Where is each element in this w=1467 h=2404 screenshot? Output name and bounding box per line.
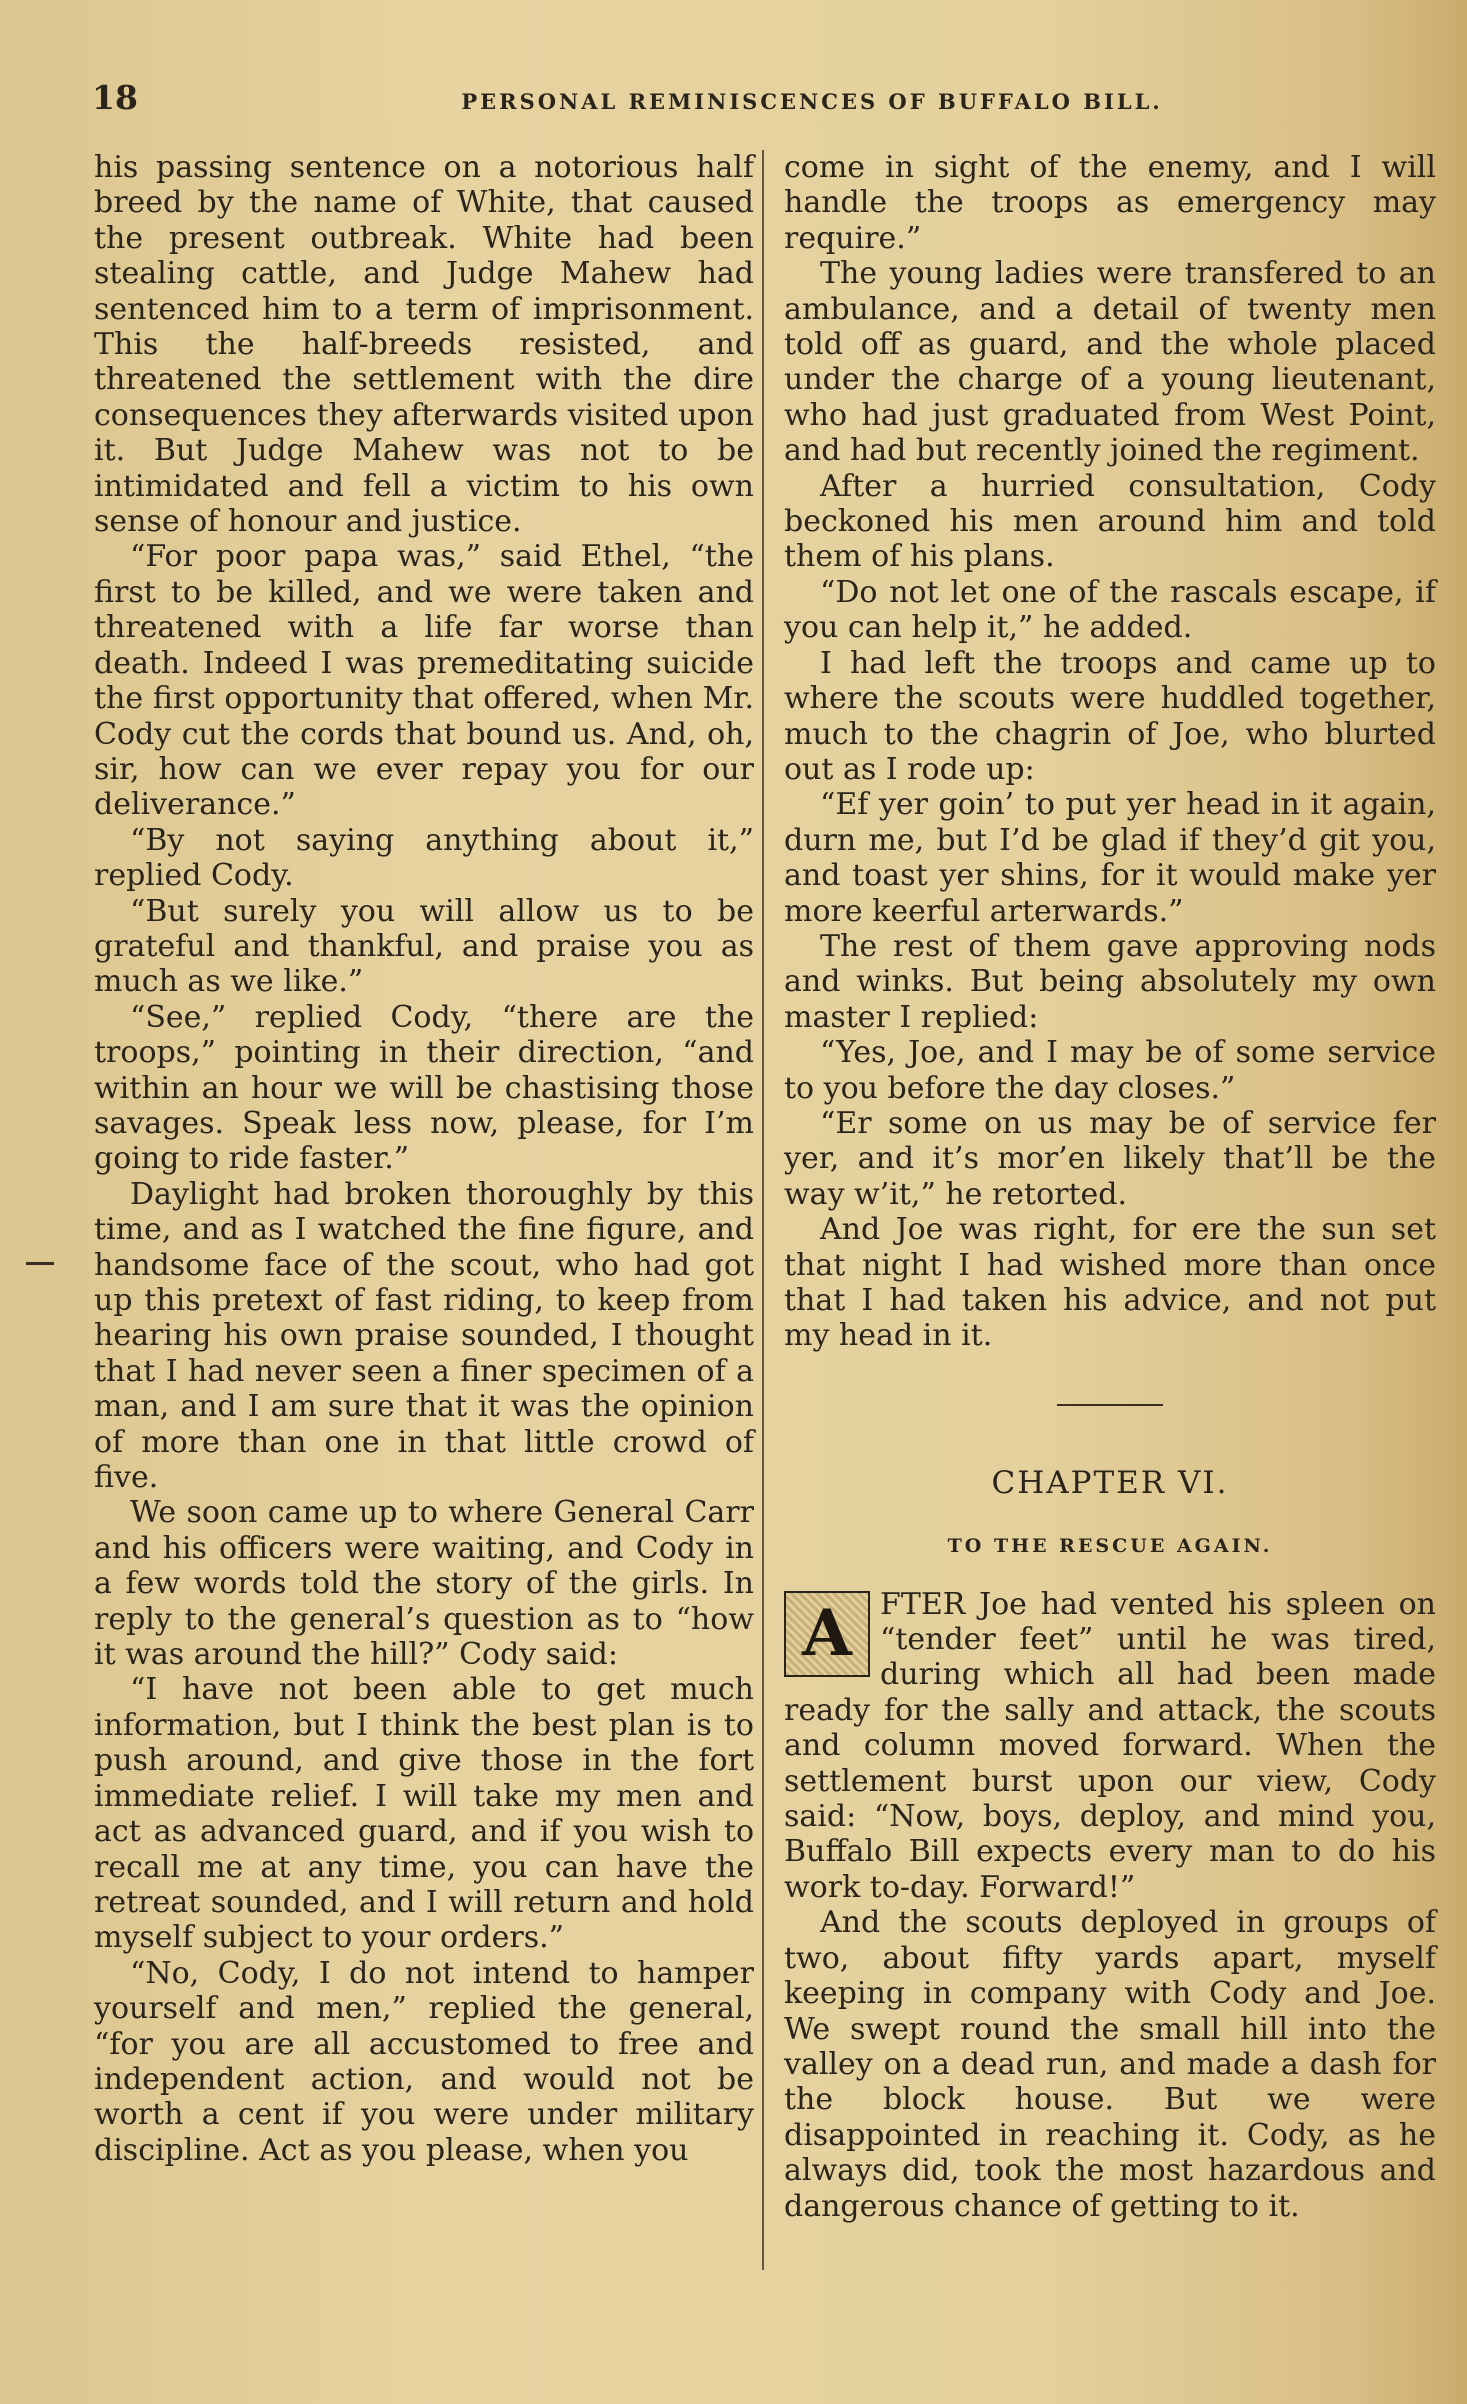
margin-mark <box>26 1262 54 1265</box>
paragraph: come in sight of the enemy, and I will handle the troops as emergency may require.” <box>784 150 1436 256</box>
paragraph: “But surely you will allow us to be grateful and thankful, and praise you as much as we like.” <box>94 893 754 1000</box>
paragraph: We soon came up to where General Carr and his officers were waiting, and Cody in a few words told the story of the girls. In reply to the general’s question as to “how it was around the hill?” Cody said: <box>94 1495 754 1673</box>
paragraph: And the scouts deployed in groups of two, about fifty yards apart, myself keeping in company with Cody and Joe. We swept round the small hill into the valley on a dead run, and made a dash for the block house. But we were disappointed in reaching it. Cody, as he always did, took the most hazardous and dangerous chance of getting to it. <box>784 1905 1436 2224</box>
chapter-subtitle: TO THE RESCUE AGAIN. <box>947 1535 1273 1558</box>
chapter-opening-paragraph <box>784 1587 1436 1906</box>
paragraph: “For poor papa was,” said Ethel, “the first to be killed, and we were taken and threatened with a life far worse than death. Indeed I was premeditating suicide the first opportunity that offered, when Mr. Cody cut the cords that bound us. And, oh, sir, how can we ever repay you for our deliverance.” <box>94 539 754 823</box>
paragraph: “Ef yer goin’ to put yer head in it again, durn me, but I’d be glad if they’d git you, and toast yer shins, for it would make yer more keerful arterwards.” <box>784 787 1436 929</box>
left-column <box>94 150 754 2168</box>
paragraph: “No, Cody, I do not intend to hamper yourself and men,” replied the general, “for you are all accustomed to free and independent action, and would not be worth a cent if you were under military discipline. Act as you please, when you <box>94 1955 754 2168</box>
paragraph: “See,” replied Cody, “there are the troops,” pointing in their direction, “and within an hour we will be chastising those savages. Speak less now, please, for I’m going to ride faster.” <box>94 999 754 1177</box>
paragraph: “Er some on us may be of service fer yer, and it’s mor’en likely that’ll be the way w’it,” he retorted. <box>784 1105 1436 1212</box>
paragraph-text: FTER Joe had vented his spleen on “tender feet” until he was tired, during which all had been made ready for the sally and attack, the scouts and column moved forward. When the settlement burst upon our view, Cody said: “Now, boys, deploy, and mind you, Buffalo Bill expects every man to do his work to-day. Forward!” <box>784 1586 1436 1905</box>
paragraph: “Yes, Joe, and I may be of some service to you before the day closes.” <box>784 1035 1436 1106</box>
paragraph: The young ladies were transfered to an ambulance, and a detail of twenty men told off as guard, and the whole placed under the charge of a young lieutenant, who had just graduated from West Point, and had but recently joined the regiment. <box>784 256 1436 469</box>
paragraph: Daylight had broken thoroughly by this time, and as I watched the fine figure, and handsome face of the scout, who had got up this pretext of fast riding, to keep from hearing his own praise sounded, I thought that I had never seen a finer specimen of a man, and I am sure that it was the opinion of more than one in that little crowd of five. <box>94 1176 754 1496</box>
drop-cap-initial: A <box>784 1591 870 1677</box>
chapter-title: CHAPTER VI. <box>991 1464 1229 1501</box>
section-divider <box>1057 1404 1163 1406</box>
paragraph: “Do not let one of the rascals escape, if you can help it,” he added. <box>784 574 1436 646</box>
paragraph: After a hurried consultation, Cody beckoned his men around him and told them of his plans. <box>784 468 1436 575</box>
running-title: PERSONAL REMINISCENCES OF BUFFALO BILL. <box>461 89 1163 114</box>
page-number: 18 <box>92 78 138 117</box>
column-rule <box>762 150 764 2270</box>
paragraph: I had left the troops and came up to where the scouts were huddled together, much to the chagrin of Joe, who blurted out as I rode up: <box>784 645 1436 787</box>
right-column <box>784 150 1436 2224</box>
paragraph: And Joe was right, for ere the sun set that night I had wished more than once that I had taken his advice, and not put my head in it. <box>784 1212 1436 1354</box>
paragraph: his passing sentence on a notorious half breed by the name of White, that caused the present outbreak. White had been stealing cattle, and Judge Mahew had sentenced him to a term of imprisonment. This the half-breeds resisted, and threatened the settlement with the dire consequences they afterwards visited upon it. But Judge Mahew was not to be intimidated and fell a victim to his own sense of honour and justice. <box>94 150 754 540</box>
page-header <box>92 78 1382 122</box>
paragraph: “I have not been able to get much information, but I think the best plan is to push around, and give those in the fort immediate relief. I will take my men and act as advanced guard, and if you wish to recall me at any time, you can have the retreat sounded, and I will return and hold myself subject to your orders.” <box>94 1672 754 1956</box>
paragraph: The rest of them gave approving nods and winks. But being absolutely my own master I replied: <box>784 928 1436 1035</box>
paragraph: “By not saying anything about it,” replied Cody. <box>94 822 754 894</box>
